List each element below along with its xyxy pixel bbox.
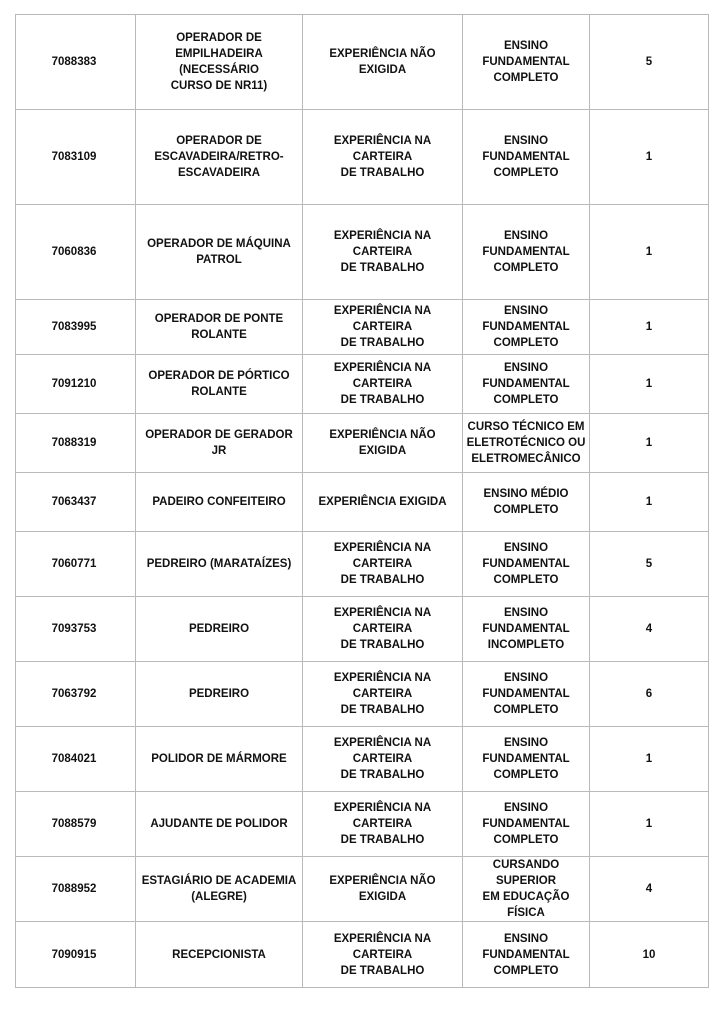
job-title-cell: OPERADOR DE ESCAVADEIRA/RETRO- ESCAVADEIRA — [136, 110, 303, 205]
vacancy-code-cell: 7060771 — [16, 532, 136, 597]
table-row — [16, 792, 709, 857]
vacancy-table — [15, 14, 709, 988]
education-requirement-cell: ENSINO FUNDAMENTAL COMPLETO — [463, 922, 590, 988]
vacancy-count-cell: 1 — [590, 792, 709, 857]
job-title-cell: OPERADOR DE EMPILHADEIRA (NECESSÁRIO CURSO DE NR11) — [136, 15, 303, 110]
job-title-cell: OPERADOR DE GERADOR JR — [136, 414, 303, 473]
experience-requirement-cell: EXPERIÊNCIA NA CARTEIRA DE TRABALHO — [303, 727, 463, 792]
vacancy-code-cell: 7084021 — [16, 727, 136, 792]
education-requirement-cell: ENSINO FUNDAMENTAL COMPLETO — [463, 300, 590, 355]
table-row — [16, 473, 709, 532]
experience-requirement-cell: EXPERIÊNCIA NA CARTEIRA DE TRABALHO — [303, 662, 463, 727]
education-requirement-cell: ENSINO FUNDAMENTAL COMPLETO — [463, 355, 590, 414]
job-title-cell: AJUDANTE DE POLIDOR — [136, 792, 303, 857]
education-requirement-cell: ENSINO FUNDAMENTAL COMPLETO — [463, 792, 590, 857]
table-row — [16, 922, 709, 988]
vacancy-code-cell: 7063437 — [16, 473, 136, 532]
vacancy-code-cell: 7088952 — [16, 857, 136, 922]
experience-requirement-cell: EXPERIÊNCIA NA CARTEIRA DE TRABALHO — [303, 922, 463, 988]
experience-requirement-cell: EXPERIÊNCIA NÃO EXIGIDA — [303, 414, 463, 473]
education-requirement-cell: ENSINO MÉDIO COMPLETO — [463, 473, 590, 532]
vacancy-code-cell: 7083995 — [16, 300, 136, 355]
vacancy-count-cell: 1 — [590, 355, 709, 414]
job-title-cell: PADEIRO CONFEITEIRO — [136, 473, 303, 532]
table-row — [16, 110, 709, 205]
vacancy-code-cell: 7088383 — [16, 15, 136, 110]
job-vacancy-sheet — [15, 14, 709, 988]
table-row — [16, 857, 709, 922]
vacancy-code-cell: 7088579 — [16, 792, 136, 857]
vacancy-code-cell: 7088319 — [16, 414, 136, 473]
job-title-cell: PEDREIRO (MARATAÍZES) — [136, 532, 303, 597]
vacancy-code-cell: 7093753 — [16, 597, 136, 662]
table-row — [16, 597, 709, 662]
vacancy-count-cell: 1 — [590, 727, 709, 792]
vacancy-count-cell: 1 — [590, 205, 709, 300]
job-title-cell: OPERADOR DE MÁQUINA PATROL — [136, 205, 303, 300]
table-row — [16, 532, 709, 597]
vacancy-count-cell: 5 — [590, 532, 709, 597]
experience-requirement-cell: EXPERIÊNCIA NA CARTEIRA DE TRABALHO — [303, 355, 463, 414]
vacancy-code-cell: 7063792 — [16, 662, 136, 727]
vacancy-count-cell: 4 — [590, 857, 709, 922]
vacancy-count-cell: 1 — [590, 110, 709, 205]
experience-requirement-cell: EXPERIÊNCIA NÃO EXIGIDA — [303, 857, 463, 922]
table-row — [16, 727, 709, 792]
education-requirement-cell: ENSINO FUNDAMENTAL COMPLETO — [463, 15, 590, 110]
education-requirement-cell: CURSO TÉCNICO EM ELETROTÉCNICO OU ELETROMECÂNICO — [463, 414, 590, 473]
experience-requirement-cell: EXPERIÊNCIA EXIGIDA — [303, 473, 463, 532]
education-requirement-cell: ENSINO FUNDAMENTAL COMPLETO — [463, 205, 590, 300]
vacancy-table-body — [16, 15, 709, 988]
vacancy-count-cell: 10 — [590, 922, 709, 988]
vacancy-code-cell: 7090915 — [16, 922, 136, 988]
education-requirement-cell: CURSANDO SUPERIOR EM EDUCAÇÃO FÍSICA — [463, 857, 590, 922]
experience-requirement-cell: EXPERIÊNCIA NA CARTEIRA DE TRABALHO — [303, 205, 463, 300]
table-row — [16, 414, 709, 473]
job-title-cell: RECEPCIONISTA — [136, 922, 303, 988]
education-requirement-cell: ENSINO FUNDAMENTAL COMPLETO — [463, 532, 590, 597]
experience-requirement-cell: EXPERIÊNCIA NA CARTEIRA DE TRABALHO — [303, 532, 463, 597]
vacancy-code-cell: 7083109 — [16, 110, 136, 205]
table-row — [16, 15, 709, 110]
table-row — [16, 355, 709, 414]
education-requirement-cell: ENSINO FUNDAMENTAL COMPLETO — [463, 662, 590, 727]
vacancy-code-cell: 7060836 — [16, 205, 136, 300]
vacancy-count-cell: 1 — [590, 473, 709, 532]
vacancy-code-cell: 7091210 — [16, 355, 136, 414]
job-title-cell: OPERADOR DE PÓRTICO ROLANTE — [136, 355, 303, 414]
job-title-cell: PEDREIRO — [136, 662, 303, 727]
job-title-cell: OPERADOR DE PONTE ROLANTE — [136, 300, 303, 355]
job-title-cell: PEDREIRO — [136, 597, 303, 662]
vacancy-count-cell: 4 — [590, 597, 709, 662]
experience-requirement-cell: EXPERIÊNCIA NÃO EXIGIDA — [303, 15, 463, 110]
education-requirement-cell: ENSINO FUNDAMENTAL INCOMPLETO — [463, 597, 590, 662]
experience-requirement-cell: EXPERIÊNCIA NA CARTEIRA DE TRABALHO — [303, 300, 463, 355]
table-row — [16, 662, 709, 727]
education-requirement-cell: ENSINO FUNDAMENTAL COMPLETO — [463, 110, 590, 205]
education-requirement-cell: ENSINO FUNDAMENTAL COMPLETO — [463, 727, 590, 792]
experience-requirement-cell: EXPERIÊNCIA NA CARTEIRA DE TRABALHO — [303, 792, 463, 857]
job-title-cell: ESTAGIÁRIO DE ACADEMIA (ALEGRE) — [136, 857, 303, 922]
vacancy-count-cell: 1 — [590, 300, 709, 355]
table-row — [16, 205, 709, 300]
experience-requirement-cell: EXPERIÊNCIA NA CARTEIRA DE TRABALHO — [303, 110, 463, 205]
vacancy-count-cell: 1 — [590, 414, 709, 473]
vacancy-count-cell: 6 — [590, 662, 709, 727]
job-title-cell: POLIDOR DE MÁRMORE — [136, 727, 303, 792]
table-row — [16, 300, 709, 355]
vacancy-count-cell: 5 — [590, 15, 709, 110]
experience-requirement-cell: EXPERIÊNCIA NA CARTEIRA DE TRABALHO — [303, 597, 463, 662]
